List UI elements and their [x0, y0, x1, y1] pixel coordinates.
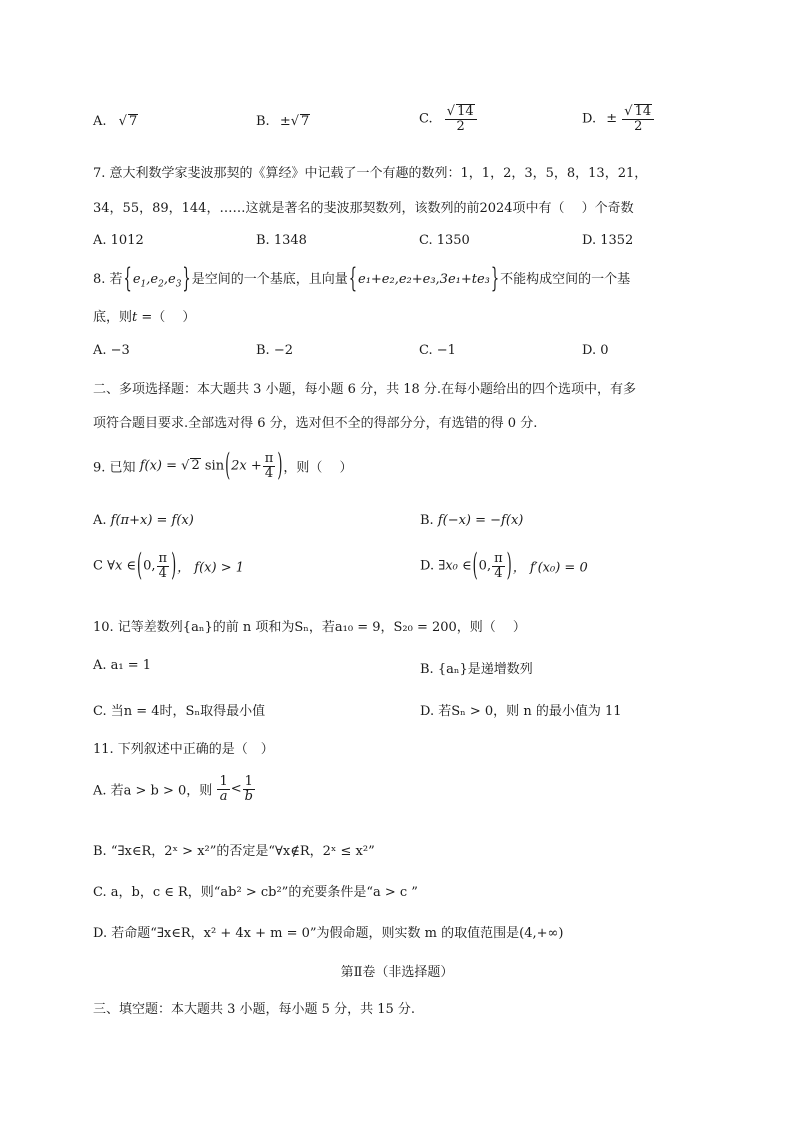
q6-option-a: A. √ 7: [93, 114, 138, 129]
plus-minus: ±: [606, 111, 618, 127]
q9-stem: 9. 已知 f(x) = √ 2 sin(2x + $\frac{\pi}{4}$ )，则（ ）: [93, 448, 353, 485]
section2-line-2: 项符合题目要求.全部选对得 6 分，选对但不全的得部分分，有选错的得 0 分.: [93, 416, 538, 431]
q7-option-a: A. 1012: [93, 233, 144, 248]
q8-option-a: A. −3: [93, 343, 130, 358]
vector-set: e₁+e₂,e₂+e₃,3e₁+te₃: [358, 272, 490, 287]
q8-option-b: B. −2: [256, 343, 293, 358]
q8-line-1: 8. 若$\{e_1,e_2,e_3\}$是空间的一个基底，且向量{e₁+e₂,e₂+e₃,3e₁+te₃}不能构成空间的一个基: [93, 263, 631, 296]
q10-stem: 10. 记等差数列{aₙ}的前 n 项和为Sₙ，若a₁₀ = 9，S₂₀ = 200，则（ ）: [93, 620, 526, 635]
q9-option-c: C ∀x ∈(0, $\frac{\pi}{4}$ )， f(x) > 1: [93, 548, 244, 585]
q11-option-b: B. “∃x∈R，2ˣ > x²”的否定是“∀x∉R，2ˣ ≤ x²”: [93, 844, 375, 859]
vector-e3: $e_3$: [167, 272, 182, 290]
q8-prefix: 8. 若: [93, 272, 123, 287]
q8-suffix: 不能构成空间的一个基: [500, 272, 631, 287]
pi-over-4: $\frac{\pi}{4}$: [264, 451, 274, 481]
q10-option-a: A. a₁ = 1: [93, 658, 152, 673]
q7-option-d: D. 1352: [582, 233, 634, 248]
q11-option-d: D. 若命题“∃x∈R，x² + 4x + m = 0”为假命题，则实数 m 的取值范围是(4,+∞): [93, 926, 564, 941]
q7-line-1: 7. 意大利数学家斐波那契的《算经》中记载了一个有趣的数列：1，1，2，3，5，8，13，21，: [93, 166, 648, 181]
q6-option-d: [582, 104, 655, 134]
q6-option-b: B. ±√ 7: [256, 114, 310, 129]
q7-option-b: B. 1348: [256, 233, 307, 248]
section2-line-1: 二、多项选择题：本大题共 3 小题，每小题 6 分，共 18 分.在每小题给出的四个选项中，有多: [93, 382, 637, 397]
q11-option-c: C. a，b，c ∈ R，则“ab² > cb²”的充要条件是“a > c ”: [93, 885, 418, 900]
part2-title: 第Ⅱ卷（非选择题）: [340, 965, 454, 980]
sqrt-value: 7: [301, 114, 310, 129]
q10-option-d: D. 若Sₙ > 0，则 n 的最小值为 11: [420, 704, 622, 719]
vector-e1: $e_1$,: [132, 272, 151, 290]
q10-option-c: C. 当n = 4时，Sₙ取得最小值: [93, 704, 266, 719]
fraction: $\frac{√ 14}{2}$: [622, 104, 654, 134]
q9-option-b: B. f(−x) = −f(x): [420, 513, 524, 528]
q9-option-a: A. f(π+x) = f(x): [93, 513, 194, 528]
fraction: $\frac{√ 14}{2}$: [445, 104, 477, 134]
option-label: C.: [419, 111, 433, 127]
q10-option-b: B. {aₙ}是递增数列: [420, 662, 533, 677]
q7-line-2: 34，55，89，144，……这就是著名的斐波那契数列，该数列的前2024项中有（ ）个奇数: [93, 201, 634, 216]
vector-e2: $e_2$,: [150, 272, 168, 290]
q11-stem: 11. 下列叙述中正确的是（ ）: [93, 742, 274, 757]
plus-minus: ±: [279, 114, 291, 129]
q8-option-c: C. −1: [419, 343, 456, 358]
option-label: B.: [256, 114, 270, 129]
q8-option-d: D. 0: [582, 343, 609, 358]
q9-option-d: D. ∃x₀ ∈(0, $\frac{\pi}{4}$ )， f′(x₀) = 0: [420, 548, 588, 585]
q7-option-c: C. 1350: [419, 233, 470, 248]
q8-line-2: 底，则t =（ ）: [93, 310, 196, 325]
option-label: D.: [582, 111, 597, 127]
sqrt-value: 7: [128, 114, 138, 129]
section3-heading: 三、填空题：本大题共 3 小题，每小题 5 分，共 15 分.: [93, 1002, 416, 1017]
q8-mid: 是空间的一个基底，且向量: [191, 272, 348, 287]
q6-option-c: [419, 104, 478, 134]
option-label: A.: [93, 114, 107, 129]
q11-option-a: A. 若a > b > 0，则 $\frac{1}{a}$ < $\frac{1}{b}$: [93, 774, 253, 804]
